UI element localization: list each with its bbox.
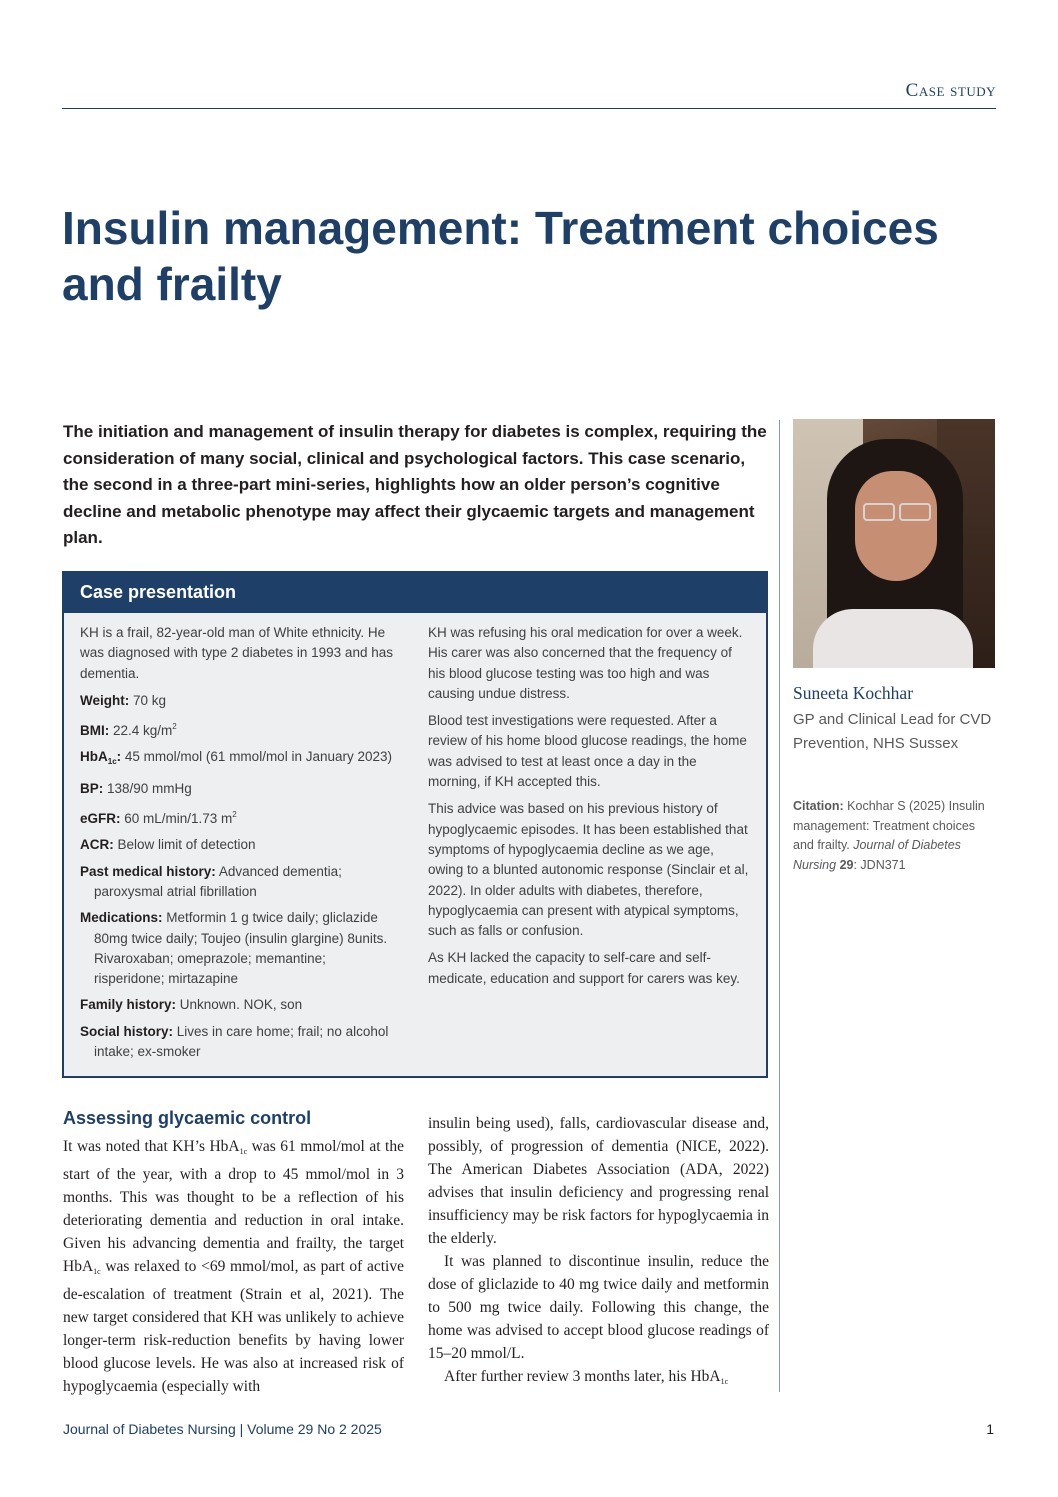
field-family-history: Family history: Unknown. NOK, son	[80, 997, 303, 1013]
field-bmi: BMI: 22.4 $kg/m^2$	[80, 722, 177, 739]
footer-journal: Journal of Diabetes Nursing | Volume 29 No 2 2025	[63, 1421, 382, 1437]
case-column-left	[80, 623, 396, 1068]
body-column-right	[428, 1112, 769, 1393]
citation-label: Citation:	[793, 799, 844, 813]
photo-glasses	[859, 503, 935, 521]
field-medications: Medications: Metformin 1 g twice daily; gliclazide 80mg twice daily; Toujeo (insulin glargine) 8units. Rivaroxaban; omeprazole; memantine; risperidone; mirtazapine	[80, 910, 388, 987]
standfirst: The initiation and management of insulin therapy for diabetes is complex, requiring the consideration of many social, clinical and psychological factors. This case scenario, the second in a three-part mini-series, highlights how an older person’s cognitive decline and metabolic phenotype may affect their glycaemic targets and management plan.	[63, 422, 767, 547]
citation-volume: 29	[839, 857, 854, 872]
photo-shirt	[813, 609, 973, 668]
field-egfr: eGFR: 60 mL/min/1.73 $m^2$	[80, 810, 237, 827]
field-bp: BP: 138/90 mmHg	[80, 780, 192, 796]
section-label: Case study	[905, 80, 996, 101]
field-weight: Weight: 70 kg	[80, 692, 167, 708]
body-paragraph: It was noted that KH’s HbA$_{1c}$ was 61 mmol/mol at the start of the year, with a drop to 45 mmol/mol in 3 months. This was thought to be a reflection of his deteriorating dementia and reduction in oral intake. Given his advancing dementia and frailty, the target HbA$_{1c}$ was relaxed to <69 mmol/mol, as part of active de-escalation of treatment (Strain et al, 2021). The new target considered that KH was unlikely to achieve longer-term risk-reduction benefits by having lower blood glucose levels. He was also at increased risk of hypoglycaemia (especially with	[63, 1138, 404, 1395]
citation-text: Kochhar S (2025) Insulin management: Treatment choices and frailty.	[793, 799, 985, 852]
case-presentation-title: Case presentation	[80, 582, 237, 602]
case-paragraph: This advice was based on his previous history of hypoglycaemic episodes. It has been established that symptoms of hypoglycaemia decline as we age, owing to a blunted autonomic response (Sinclair et al, 2022). In older adults with diabetes, therefore, hypoglycaemia can present with atypical symptoms, such as falls or confusion.	[428, 801, 749, 939]
case-intro: KH is a frail, 82-year-old man of White ethnicity. He was diagnosed with type 2 diabetes in 1993 and has dementia.	[80, 625, 393, 681]
body-paragraph: It was planned to discontinue insulin, reduce the dose of gliclazide to 40 mg twice daily and metformin to 500 mg twice daily. Following this change, the home was advised to accept blood glucose readings of 15–20 mmol/L.	[428, 1253, 769, 1362]
field-acr: ACR: Below limit of detection	[80, 837, 256, 853]
citation	[793, 797, 993, 875]
body-paragraph: After further review 3 months later, his HbA$_{1c}$	[444, 1368, 729, 1386]
case-column-right	[428, 623, 752, 996]
case-paragraph: Blood test investigations were requested. After a review of his home blood glucose readings, the home was advised to test at least once a day in the morning, if KH accepted this.	[428, 713, 747, 790]
field-social-history: Social history: Lives in care home; frail; no alcohol intake; ex-smoker	[80, 1023, 389, 1060]
citation-journal: Journal of Diabetes Nursing	[793, 838, 961, 872]
case-presentation-box	[62, 571, 768, 1078]
photo-face	[855, 471, 937, 581]
case-presentation-header	[64, 573, 766, 613]
author-photo	[793, 419, 995, 668]
field-hba1c: HbA$_{1c}$: 45 mmol/mol (61 mmol/mol in January 2023)	[80, 749, 393, 767]
author-name: Suneeta Kochhar	[793, 683, 914, 703]
header-divider	[62, 108, 996, 109]
case-paragraph: As KH lacked the capacity to self-care and self-medicate, education and support for carers was key.	[428, 950, 740, 986]
citation-ref: : JDN371	[853, 857, 906, 872]
body-column-left	[63, 1135, 404, 1398]
author-role: GP and Clinical Lead for CVD Prevention, NHS Sussex	[793, 711, 992, 752]
column-divider	[779, 420, 780, 1392]
body-paragraph: insulin being used), falls, cardiovascular disease and, possibly, of progression of dementia (NICE, 2022). The American Diabetes Association (ADA, 2022) advises that insulin deficiency and progressing renal insufficiency may be risk factors for hypoglycaemia in the elderly.	[428, 1115, 769, 1247]
article-title: Insulin management: Treatment choices and frailty	[62, 202, 939, 310]
page-number: 1	[986, 1421, 994, 1437]
field-past-medical-history: Past medical history: Advanced dementia; paroxysmal atrial fibrillation	[80, 863, 342, 899]
case-paragraph: KH was refusing his oral medication for over a week. His carer was also concerned that the frequency of his blood glucose testing was too high and was causing undue distress.	[428, 625, 743, 701]
section-heading: Assessing glycaemic control	[63, 1108, 312, 1128]
